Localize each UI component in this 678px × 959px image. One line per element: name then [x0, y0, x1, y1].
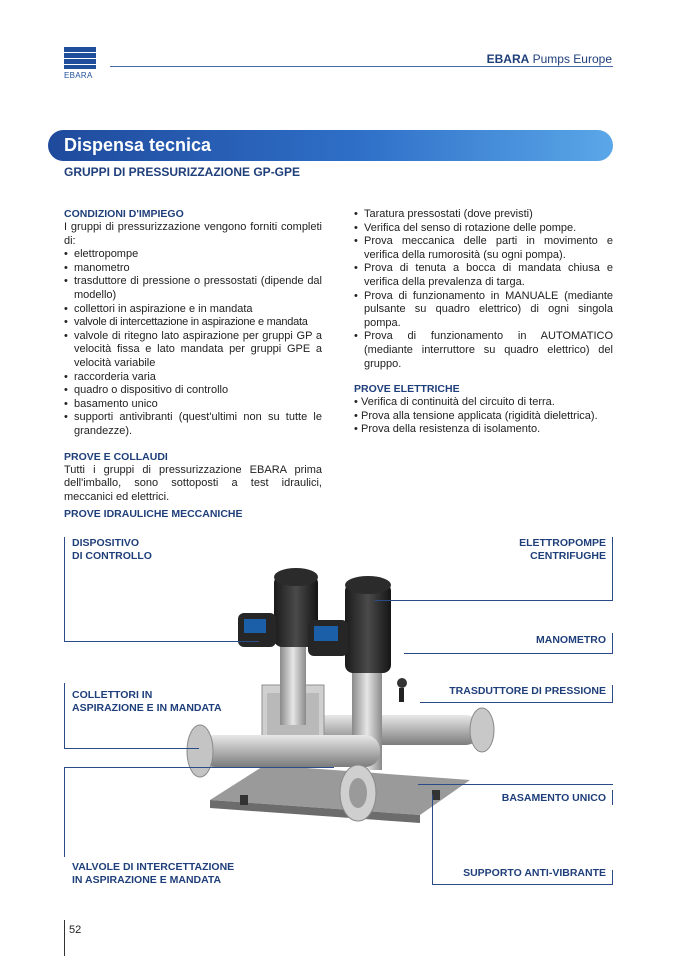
prove-text: Tutti i gruppi di pressurizzazione EBARA prima dell'imballo, sono sottoposti a test idraulici, meccanici ed elettrici. [64, 463, 322, 503]
list-item: • Prova di funzionamento in MANUALE (mediante pulsante su quadro elettrico) di ogni singola pompa. [354, 290, 613, 331]
label-line: MANOMETRO [536, 634, 606, 646]
callout-line [64, 641, 259, 642]
manometer [397, 678, 407, 688]
label-supporto [463, 867, 606, 880]
callout-line [612, 685, 613, 702]
anti-vibration-support [432, 790, 440, 800]
label-line: CENTRIFUGHE [530, 550, 606, 562]
brand-title [487, 52, 612, 66]
list-item: • basamento unico [64, 398, 322, 412]
page-number: 52 [69, 924, 82, 936]
label-line: SUPPORTO ANTI-VIBRANTE [463, 867, 606, 879]
ebara-logo [64, 47, 96, 79]
callout-line [404, 653, 613, 654]
label-line: DI CONTROLLO [72, 550, 152, 562]
callout-line [432, 884, 613, 885]
list-item: • Verifica del senso di rotazione delle pompe. [354, 222, 613, 236]
callout-line [64, 537, 65, 642]
tests-list [354, 208, 613, 371]
list-item: • valvole di intercettazione in aspirazione e mandata [64, 316, 322, 330]
prove-heading: PROVE E COLLAUDI [64, 450, 168, 463]
callout-line [612, 633, 613, 653]
list-item: • Verifica di continuità del circuito di terra. [354, 396, 613, 410]
banner-title: Dispensa tecnica [64, 135, 212, 155]
brand-rest: Pumps Europe [529, 52, 612, 66]
page-subtitle: GRUPPI DI PRESSURIZZAZIONE GP-GPE [64, 165, 301, 179]
callout-line [418, 784, 613, 785]
label-line: TRASDUTTORE DI PRESSIONE [449, 685, 606, 697]
callout-line [612, 790, 613, 805]
label-elettropompe [519, 537, 606, 563]
callout-line [375, 600, 613, 601]
left-column [64, 208, 322, 504]
front-collector [200, 735, 380, 767]
callout-line [64, 767, 334, 768]
list-item: • Prova di tenuta a bocca di mandata chiusa e verifica della prevalenza di targa. [354, 262, 613, 289]
label-line: COLLETTORI IN [72, 689, 153, 701]
label-line: DISPOSITIVO [72, 537, 140, 549]
list-item: • Taratura pressostati (dove previsti) [354, 208, 613, 222]
page-number-rule [64, 920, 65, 956]
label-line: VALVOLE DI INTERCETTAZIONE [72, 861, 235, 873]
conditions-list [64, 248, 322, 438]
callout-line [64, 748, 199, 749]
callout-line [612, 537, 613, 600]
pump-group-figure [0, 505, 678, 905]
callout-line [432, 795, 433, 885]
conditions-intro: I gruppi di pressurizzazione vengono forniti completi di: [64, 221, 322, 247]
label-collettori [72, 689, 222, 715]
label-manometro [536, 634, 606, 647]
list-item: • Prova meccanica delle parti in movimento e verifica della rumorosità (su ogni pompa). [354, 235, 613, 262]
callout-line [64, 767, 65, 857]
right-column [354, 208, 613, 437]
electrical-heading: PROVE ELETTRICHE [354, 383, 460, 396]
callout-line [64, 683, 65, 748]
list-item: • elettropompe [64, 248, 322, 262]
logo-text: EBARA [64, 71, 93, 80]
list-item: • Prova della resistenza di isolamento. [354, 423, 613, 437]
conditions-heading: CONDIZIONI D'IMPIEGO [64, 208, 184, 220]
label-basamento [502, 792, 606, 805]
label-line: IN ASPIRAZIONE E MANDATA [72, 874, 222, 886]
label-trasduttore [449, 685, 606, 698]
label-line: ASPIRAZIONE E IN MANDATA [72, 702, 222, 714]
electrical-list [354, 396, 613, 437]
brand-bold: EBARA [486, 52, 530, 66]
list-item: • Prova di funzionamento in AUTOMATICO (mediante interruttore su quadro elettrico) del gruppo. [354, 330, 613, 371]
list-item: • Prova alla tensione applicata (rigidità dielettrica). [354, 410, 613, 424]
label-line: ELETTROPOMPE [519, 537, 606, 549]
list-item: • raccorderia varia [64, 371, 322, 385]
pump-group-illustration [170, 565, 510, 865]
list-item: • collettori in aspirazione e in mandata [64, 303, 322, 317]
list-item: • quadro o dispositivo di controllo [64, 384, 322, 398]
label-line: BASAMENTO UNICO [501, 792, 606, 804]
motor-2 [345, 583, 391, 673]
list-item: • trasduttore di pressione o pressostati (dipende dal modello) [64, 275, 322, 302]
callout-line [420, 702, 613, 703]
callout-line [612, 870, 613, 885]
list-item: • supporti antivibranti (quest'ultimi non su tutte le grandezze). [64, 411, 322, 438]
list-item: • manometro [64, 262, 322, 276]
label-dispositivo [72, 537, 152, 563]
list-item: • valvole di ritegno lato aspirazione per gruppi GP a velocità fissa e lato mandata per gruppi GPE a velocità variabile [64, 330, 322, 371]
header-rule [110, 66, 613, 67]
label-valvole [72, 861, 234, 887]
figure-heading: PROVE IDRAULICHE MECCANICHE [64, 508, 243, 520]
